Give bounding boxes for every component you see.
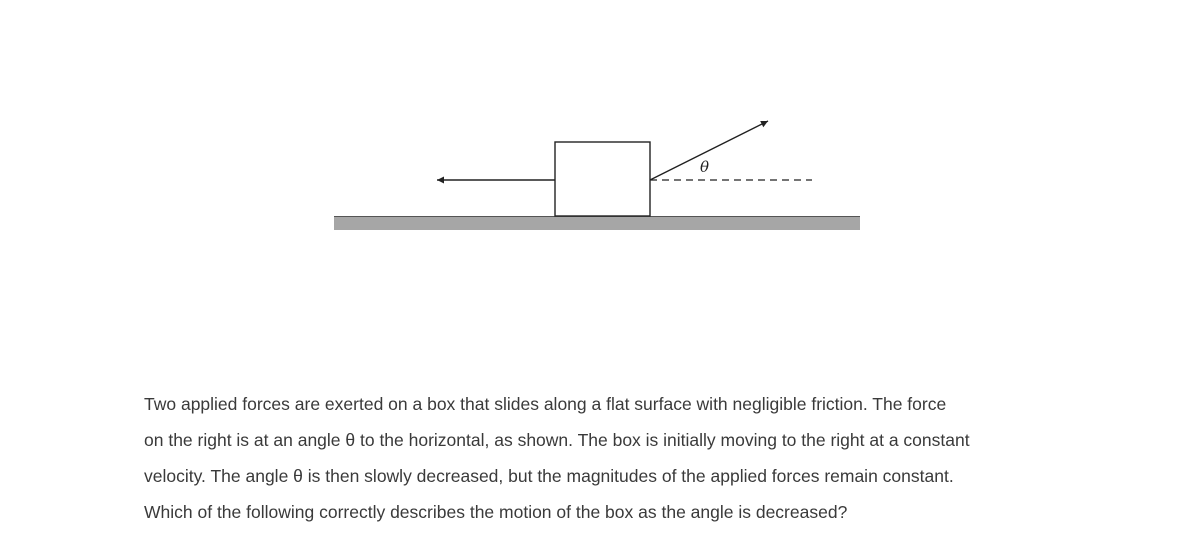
angle-theta-label: θ bbox=[700, 158, 710, 176]
question-text: Two applied forces are exerted on a box that slides along a flat surface with negligible friction. The force on the right is at an angle θ to the horizontal, as shown. The box is initially moving to the right at a constant velocity. The angle θ is then slowly decreased, but the magnitudes of the applied forces remain constant. Which of the following correctly describes the motion of the box as the angle is decreased? bbox=[144, 394, 970, 522]
flat-surface bbox=[334, 216, 860, 230]
box bbox=[555, 142, 650, 216]
